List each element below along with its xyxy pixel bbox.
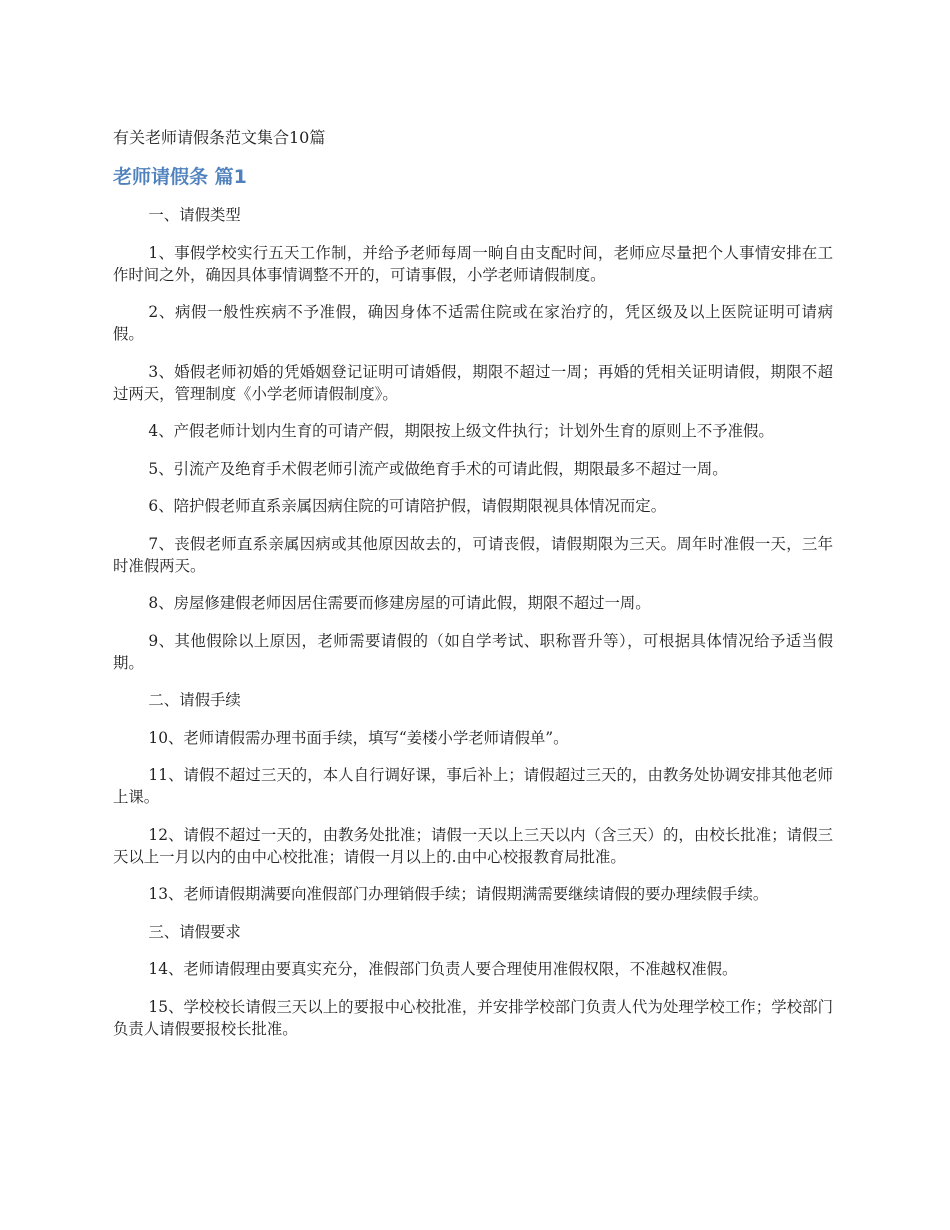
subsection-title-procedures: 二、请假手续: [148, 691, 241, 709]
paragraph: 10、老师请假需办理书面手续，填写“姜楼小学老师请假单”。: [148, 728, 569, 747]
section-heading: 老师请假条 篇1: [113, 166, 247, 188]
subsection-title-leave-types: 一、请假类型: [148, 206, 241, 224]
paragraph: 15、学校校长请假三天以上的要报中心校批准，并安排学校部门负责人代为处理学校工作；学校部门负责人请假要报校长批准。: [113, 997, 833, 1038]
paragraph: 2、病假一般性疾病不予准假，确因身体不适需住院或在家治疗的，凭区级及以上医院证明可请病假。: [113, 303, 833, 343]
paragraph: 5、引流产及绝育手术假老师引流产或做绝育手术的可请此假，期限最多不超过一周。: [148, 459, 728, 478]
document-title: 有关老师请假条范文集合10篇: [113, 128, 326, 147]
paragraph: 14、老师请假理由要真实充分，准假部门负责人要合理使用准假权限，不准越权准假。: [148, 960, 738, 978]
paragraph: 9、其他假除以上原因，老师需要请假的（如自学考试、职称晋升等），可根据具体情况给予适当假期。: [113, 631, 833, 672]
paragraph: 7、丧假老师直系亲属因病或其他原因故去的，可请丧假，请假期限为三天。周年时准假一天，三年时准假两天。: [113, 534, 833, 575]
paragraph: 1、事假学校实行五天工作制，并给予老师每周一晌自由支配时间，老师应尽量把个人事情安排在工作时间之外，确因具体事情调整不开的，可请事假，小学老师请假制度。: [113, 243, 833, 284]
paragraph: 11、请假不超过三天的，本人自行调好课，事后补上；请假超过三天的，由教务处协调安排其他老师上课。: [113, 766, 833, 806]
paragraph: 4、产假老师计划内生育的可请产假，期限按上级文件执行；计划外生育的原则上不予准假。: [148, 422, 774, 440]
paragraph: 8、房屋修建假老师因居住需要而修建房屋的可请此假，期限不超过一周。: [148, 594, 651, 612]
document-body: [113, 204, 833, 1055]
paragraph: 12、请假不超过一天的，由教务处批准；请假一天以上三天以内（含三天）的，由校长批准；请假三天以上一月以内的由中心校批准；请假一月以上的.由中心校报教育局批准。: [113, 825, 833, 866]
paragraph: 6、陪护假老师直系亲属因病住院的可请陪护假，请假期限视具体情况而定。: [148, 497, 667, 515]
paragraph: 13、老师请假期满要向准假部门办理销假手续；请假期满需要继续请假的要办理续假手续。: [148, 885, 769, 903]
subsection-title-requirements: 三、请假要求: [148, 922, 241, 941]
paragraph: 3、婚假老师初婚的凭婚姻登记证明可请婚假，期限不超过一周；再婚的凭相关证明请假，期限不超过两天，管理制度《小学老师请假制度》。: [113, 362, 833, 403]
